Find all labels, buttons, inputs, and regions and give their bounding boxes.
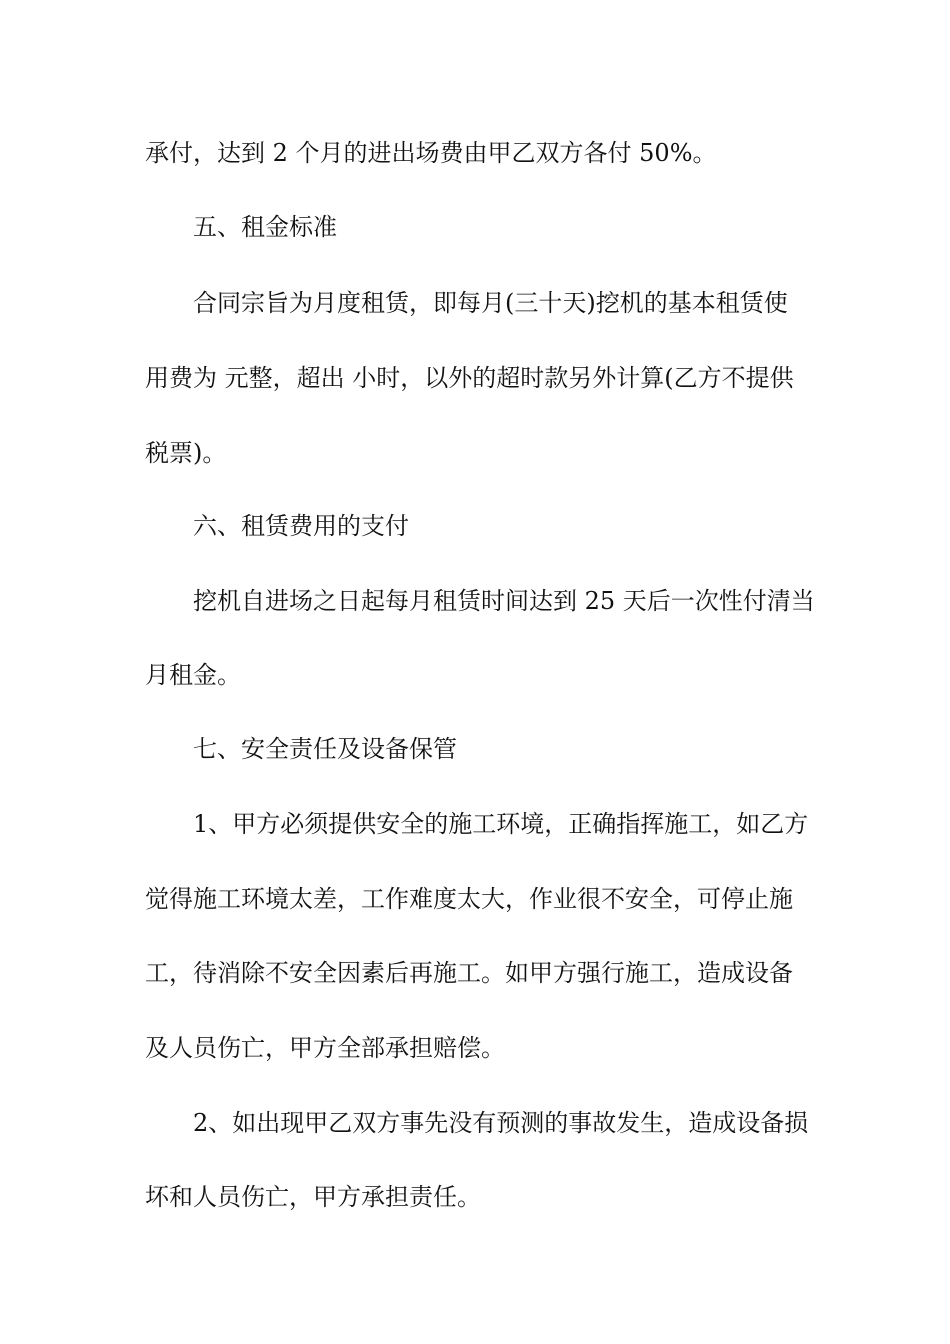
paragraph-line: 2、如出现甲乙双方事先没有预测的事故发生，造成设备损 [193, 1109, 809, 1137]
paragraph-line: 用费为 元整，超出 小时，以外的超时款另外计算(乙方不提供 [145, 364, 794, 392]
paragraph-line: 工，待消除不安全因素后再施工。如甲方强行施工，造成设备 [145, 959, 793, 987]
paragraph-line: 挖机自进场之日起每月租赁时间达到 25 天后一次性付清当 [193, 587, 815, 615]
paragraph-line: 觉得施工环境太差，工作难度太大，作业很不安全，可停止施 [145, 885, 793, 913]
paragraph-line: 坏和人员伤亡，甲方承担责任。 [145, 1183, 481, 1211]
section-heading: 六、租赁费用的支付 [193, 512, 409, 540]
section-heading: 五、租金标准 [193, 213, 337, 241]
paragraph-line: 承付，达到 2 个月的进出场费由甲乙双方各付 50%。 [145, 139, 717, 167]
paragraph-line: 1、甲方必须提供安全的施工环境，正确指挥施工，如乙方 [193, 810, 809, 838]
paragraph-line: 税票)。 [145, 439, 227, 467]
section-heading: 七、安全责任及设备保管 [193, 735, 457, 763]
paragraph-line: 合同宗旨为月度租赁，即每月(三十天)挖机的基本租赁使 [193, 289, 788, 317]
paragraph-line: 及人员伤亡，甲方全部承担赔偿。 [145, 1034, 505, 1062]
paragraph-line: 月租金。 [145, 661, 241, 689]
